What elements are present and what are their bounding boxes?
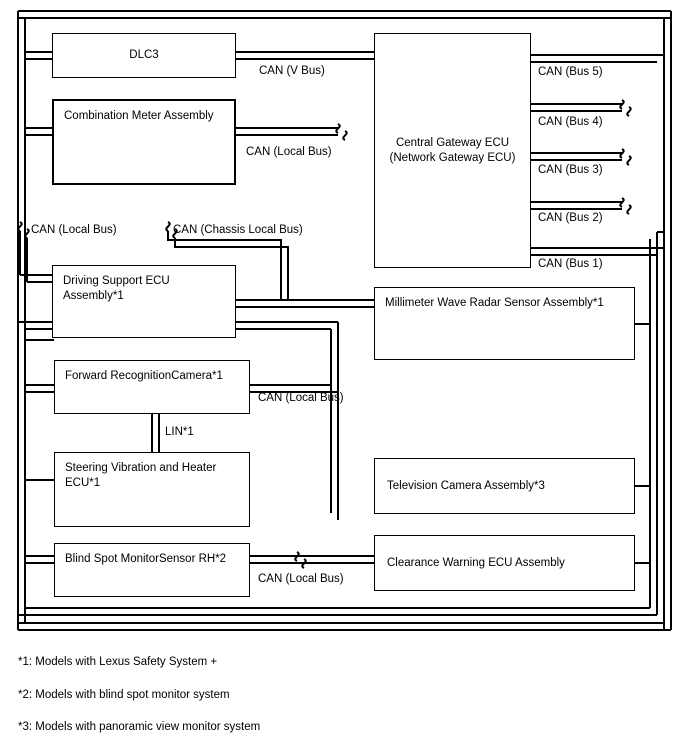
box-central-gateway[interactable] bbox=[374, 33, 531, 268]
box-steering-vibration-heater-ecu[interactable] bbox=[54, 452, 250, 527]
box-blind-spot-monitor-sensor[interactable] bbox=[54, 543, 250, 597]
label-can-bus-4: CAN (Bus 4) bbox=[538, 116, 603, 128]
label-can-bus-2: CAN (Bus 2) bbox=[538, 212, 603, 224]
footnote-1: *1: Models with Lexus Safety System + bbox=[18, 656, 218, 668]
box-clearance-warning-ecu[interactable] bbox=[374, 535, 635, 591]
box-driving-support-ecu[interactable] bbox=[52, 265, 236, 338]
label-can-chassis-local-bus: CAN (Chassis Local Bus) bbox=[173, 224, 303, 236]
box-dlc3[interactable] bbox=[52, 33, 236, 78]
box-combination-meter-label: Combination Meter Assembly bbox=[64, 110, 214, 122]
box-steering-vibration-heater-ecu-label: Steering Vibration and Heater ECU*1 bbox=[65, 462, 217, 489]
box-blind-spot-monitor-sensor-label: Blind Spot MonitorSensor RH*2 bbox=[65, 553, 227, 565]
box-millimeter-wave-radar[interactable] bbox=[374, 287, 635, 360]
label-can-bus-5: CAN (Bus 5) bbox=[538, 66, 603, 78]
label-can-local-bus-left: CAN (Local Bus) bbox=[31, 224, 117, 236]
box-forward-recognition-camera-label: Forward RecognitionCamera*1 bbox=[65, 370, 223, 382]
box-television-camera-label: Television Camera Assembly*3 bbox=[387, 479, 545, 492]
box-dlc3-label: DLC3 bbox=[129, 49, 159, 61]
box-television-camera[interactable] bbox=[374, 458, 635, 514]
box-millimeter-wave-radar-label: Millimeter Wave Radar Sensor Assembly*1 bbox=[385, 297, 604, 309]
label-can-local-bus-camera: CAN (Local Bus) bbox=[258, 392, 344, 404]
box-combination-meter[interactable] bbox=[52, 99, 236, 185]
label-lin: LIN*1 bbox=[165, 426, 194, 438]
box-driving-support-ecu-label: Driving Support ECU Assembly*1 bbox=[63, 275, 170, 302]
label-can-local-bus-meter: CAN (Local Bus) bbox=[246, 146, 332, 158]
label-can-v-bus: CAN (V Bus) bbox=[259, 65, 325, 77]
label-can-local-bus-blindspot: CAN (Local Bus) bbox=[258, 573, 344, 585]
box-forward-recognition-camera[interactable] bbox=[54, 360, 250, 414]
footnote-3: *3: Models with panoramic view monitor system bbox=[18, 721, 261, 733]
box-central-gateway-label: Central Gateway ECU (Network Gateway ECU) bbox=[389, 136, 516, 164]
label-can-bus-1: CAN (Bus 1) bbox=[538, 258, 603, 270]
box-clearance-warning-ecu-label: Clearance Warning ECU Assembly bbox=[387, 556, 565, 569]
label-can-bus-3: CAN (Bus 3) bbox=[538, 164, 603, 176]
footnote-2: *2: Models with blind spot monitor system bbox=[18, 689, 230, 701]
